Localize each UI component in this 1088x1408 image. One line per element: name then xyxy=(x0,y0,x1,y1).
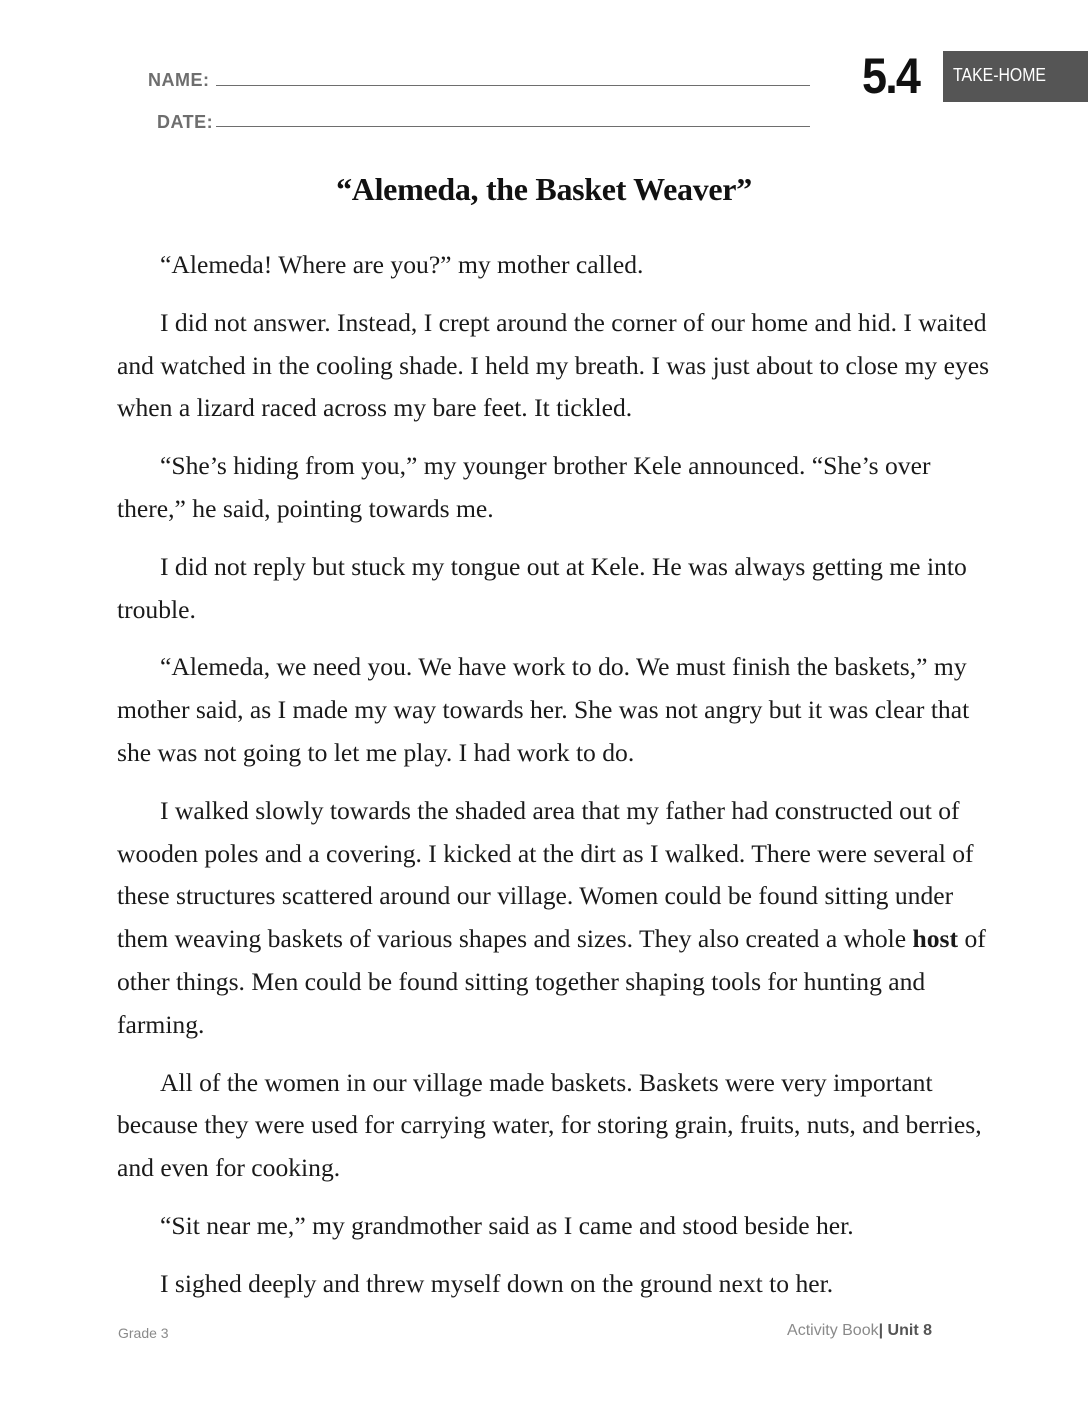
date-label: DATE: xyxy=(157,112,214,132)
name-label: NAME: xyxy=(148,70,210,90)
paragraph-text: I walked slowly towards the shaded area that my father had constructed out of wooden poles and a covering. I kicked at the dirt as I walked. There were several of these structures scattered around our village. Women could be found sitting under them weaving baskets of various shapes and sizes. They also created a whole xyxy=(117,795,974,954)
footer-separator: | xyxy=(878,1322,884,1339)
story-paragraph: “Alemeda! Where are you?” my mother called. xyxy=(160,250,644,279)
paragraph-text: of other things. Men could be found sitting together shaping tools for hunting and farming. xyxy=(117,924,986,1039)
footer-book: Activity Book xyxy=(787,1322,879,1339)
story-paragraph: “She’s hiding from you,” my younger brother Kele announced. “She’s over there,” he said, pointing towards me. xyxy=(117,451,931,523)
story-paragraph: I sighed deeply and threw myself down on the ground next to her. xyxy=(160,1268,834,1298)
story-paragraph: I did not answer. Instead, I crept around the corner of our home and hid. I waited and watched in the cooling shade. I held my breath. I was just about to close my eyes when a lizard raced across my bare feet. It tickled. xyxy=(117,307,990,423)
take-home-tag xyxy=(943,51,1088,102)
story-paragraph: I did not reply but stuck my tongue out at Kele. He was always getting me into trouble. xyxy=(117,551,967,624)
vocabulary-word: host xyxy=(912,924,959,954)
story-paragraph: “Sit near me,” my grandmother said as I came and stood beside her. xyxy=(160,1210,854,1240)
story-paragraph: All of the women in our village made baskets. Baskets were very important because they were used for carrying water, for storing grain, fruits, nuts, and berries, and even for cooking. xyxy=(117,1067,982,1183)
lesson-number: 5.4 xyxy=(862,48,920,104)
footer-book-info xyxy=(787,1322,932,1340)
take-home-tag-label: TAKE-HOME xyxy=(953,65,1046,85)
story-paragraph xyxy=(117,790,997,1047)
story-paragraph: “Alemeda, we need you. We have work to do. We must finish the baskets,” my mother said, as I made my way towards her. She was not angry but it was clear that she was not going to let me play. I had work to do. xyxy=(117,652,970,767)
story-title: “Alemeda, the Basket Weaver” xyxy=(336,171,752,207)
footer-grade: Grade 3 xyxy=(118,1325,169,1341)
name-line[interactable] xyxy=(216,85,810,86)
story-body xyxy=(117,244,997,1321)
date-line[interactable] xyxy=(216,126,810,127)
footer-unit: Unit 8 xyxy=(887,1322,932,1339)
